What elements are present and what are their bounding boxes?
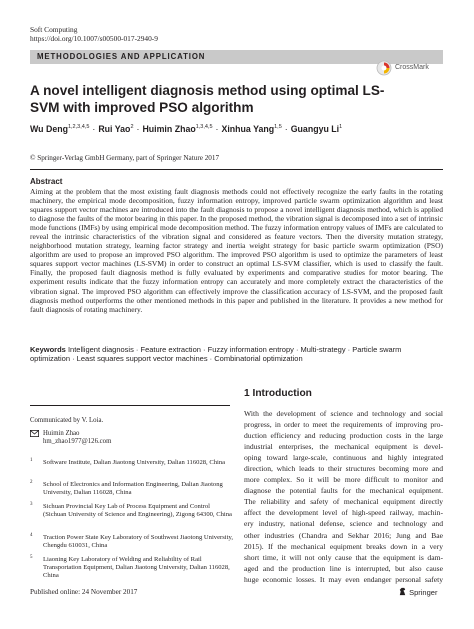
author-name[interactable]: Wu Deng$^{1,2,3,4,5}$ [30,124,90,134]
author-separator: · [92,124,96,134]
envelope-icon [30,430,39,439]
abstract-text: Aiming at the problem that the most existing fault diagnosis methods could not effectively recognize the early faults in the rotating machinery, the empirical mode decomposition, fuzzy information entropy, improved particle swarm optimization algorithm and least squares support vector machines are introduced into the fault diagnosis to propose a novel intelligent diagnosis method, which is applied to diagnose the faults of the motor bearing in this paper. In the proposed method, the vibration signal is decomposed into a set of intrinsic mode functions (IMFs) by using empirical mode decomposition method. The fuzzy information entropy values of IMFs are calculated to reveal the intrinsic characteristics of the vibration signal and considered as feature vectors. Then the diversity mutation strategy, neighborhood mutation strategy, learning factor strategy and inertia weight strategy for basic particle swarm optimization (PSO) algorithm are used to propose an improved PSO algorithm. The improved PSO algorithm is used to optimize the parameters of least squares support vector machines (LS-SVM) in order to construct an optimal LS-SVM classifier, which is used to classify the fault. Finally, the proposed fault diagnosis method is fully evaluated by experiments and comparative studies for motor bearing. The experiment results indicate that the fuzzy information entropy can accurately and more completely extract the characteristics of the vibration signal. The improved PSO algorithm can effectively improve the classification accuracy of LS-SVM, and the proposed fault diagnosis method outperforms the other mentioned methods in this paper and published in the literature. It provides a new method for fault diagnosis of rotating machinery. [30,187,443,314]
keywords [30,345,443,364]
author-affiliation-marker: 2 [130,124,134,131]
author-affiliation-marker: 1 [339,124,343,131]
published-date: Published online: 24 November 2017 [30,588,138,596]
affiliation-number: 1 [30,458,33,463]
publisher-name: Springer [409,588,438,597]
abstract-heading: Abstract [30,177,63,186]
author-name[interactable]: Guangyu Li$^1$ [290,124,343,134]
keywords-text: Intelligent diagnosis · Feature extraction · Fuzzy information entropy · Multi-strategy · Particle swarm optimization · Least squares support vector machines · Combinatorial optimization [30,345,402,364]
affiliation-text: Sichuan Provincial Key Lab of Process Equipment and Control (Sichuan University of Science and Engineering), Zigong 64300, China [43,503,232,519]
author-affiliation-marker: 1,5 [274,124,282,131]
author-separator: · [136,124,140,134]
author-affiliation-marker: 1,2,3,4,5 [67,124,90,131]
text-line: aged and the production line is interrupted, but also cause [244,563,443,573]
affiliation-text: Traction Power State Key Laboratory of Southwest Jiaotong University, Chengdu 610031, China [43,534,233,550]
springer-horse-icon [398,587,407,596]
footnote-divider [30,405,230,406]
author-list [30,124,450,134]
copyright-notice: © Springer-Verlag GmbH Germany, part of Springer Nature 2017 [30,154,220,162]
author-name[interactable]: Huimin Zhao$^{1,3,4,5}$ [142,124,213,134]
introduction-text [244,408,443,585]
text-line: With the development of science and technology and social [244,409,443,418]
author-separator: · [215,124,219,134]
contact-email[interactable]: hm_zhao1977@126.com [43,438,112,446]
text-line: short time, it will not only cause that the equipment is dam- [244,552,443,562]
corresponding-author [43,430,111,446]
affiliation-text: Liaoning Key Laboratory of Welding and Reliability of Rail Transportation Equipment, Dalian Jiaotong University, Dalian 116028, China [43,556,230,580]
divider [30,169,443,170]
keywords-label: Keywords [30,345,66,354]
author-affiliation-marker: 1,3,4,5 [195,124,213,131]
contact-name: Huimin Zhao [43,430,80,437]
section-heading-introduction: 1 Introduction [244,388,312,399]
section-banner: METHODOLOGIES AND APPLICATION [30,50,443,64]
crossmark-label: CrossMark [395,64,429,71]
journal-name: Soft Computing [30,25,78,34]
text-line: 2015). If the mechanical equipment breaks down in a very [244,541,443,551]
text-line: more complex. So it will be more difficult to monitor and [244,475,443,485]
affiliation-number: 2 [30,480,33,485]
author-name[interactable]: Xinhua Yang$^{1,5}$ [221,124,282,134]
doi-link[interactable]: https://doi.org/10.1007/s00500-017-2940-9 [30,34,158,43]
affiliation-text: Software Institute, Dalian Jiaotong University, Dalian 116028, China [43,459,226,466]
text-line: duction efficiency and reducing production costs in the large [244,431,443,441]
publisher-logo [398,587,437,597]
text-line: ery industry, national defense, science and technology and [244,519,443,529]
crossmark-icon [376,60,392,76]
text-line: other industries (Chandra and Sekhar 2016; Jung and Bae [244,530,443,540]
text-line: huge economic losses. It may even endanger personal safety [244,574,443,584]
text-line: oping toward large-scale, continuous and highly integrated [244,453,443,463]
text-line: industrial enterprises, the mechanical equipment is devel- [244,442,443,452]
affiliation-number: 5 [30,555,33,560]
affiliation-text: School of Electronics and Information Engineering, Dalian Jiaotong University, Dalian 116028, China [43,481,223,497]
affiliation-number: 4 [30,533,33,538]
text-line: progress, in order to meet the requirements of improving pro- [244,420,443,430]
affiliation-number: 3 [30,502,33,507]
text-line: direction, which leads to their structures becoming more and [244,464,443,474]
text-line: affect the development level of high-speed railway, machin- [244,508,443,518]
text-line: diagnose the potential faults for the mechanical equipment. [244,486,443,496]
crossmark-badge[interactable] [376,60,446,78]
communicated-by: Communicated by V. Loia. [30,417,104,424]
text-line: The reliability and safety of mechanical equipment directly [244,497,443,507]
author-separator: · [284,124,288,134]
author-name[interactable]: Rui Yao$^2$ [98,124,134,134]
article-title: A novel intelligent diagnosis method using optimal LS-SVM with improved PSO algorithm [30,83,385,115]
